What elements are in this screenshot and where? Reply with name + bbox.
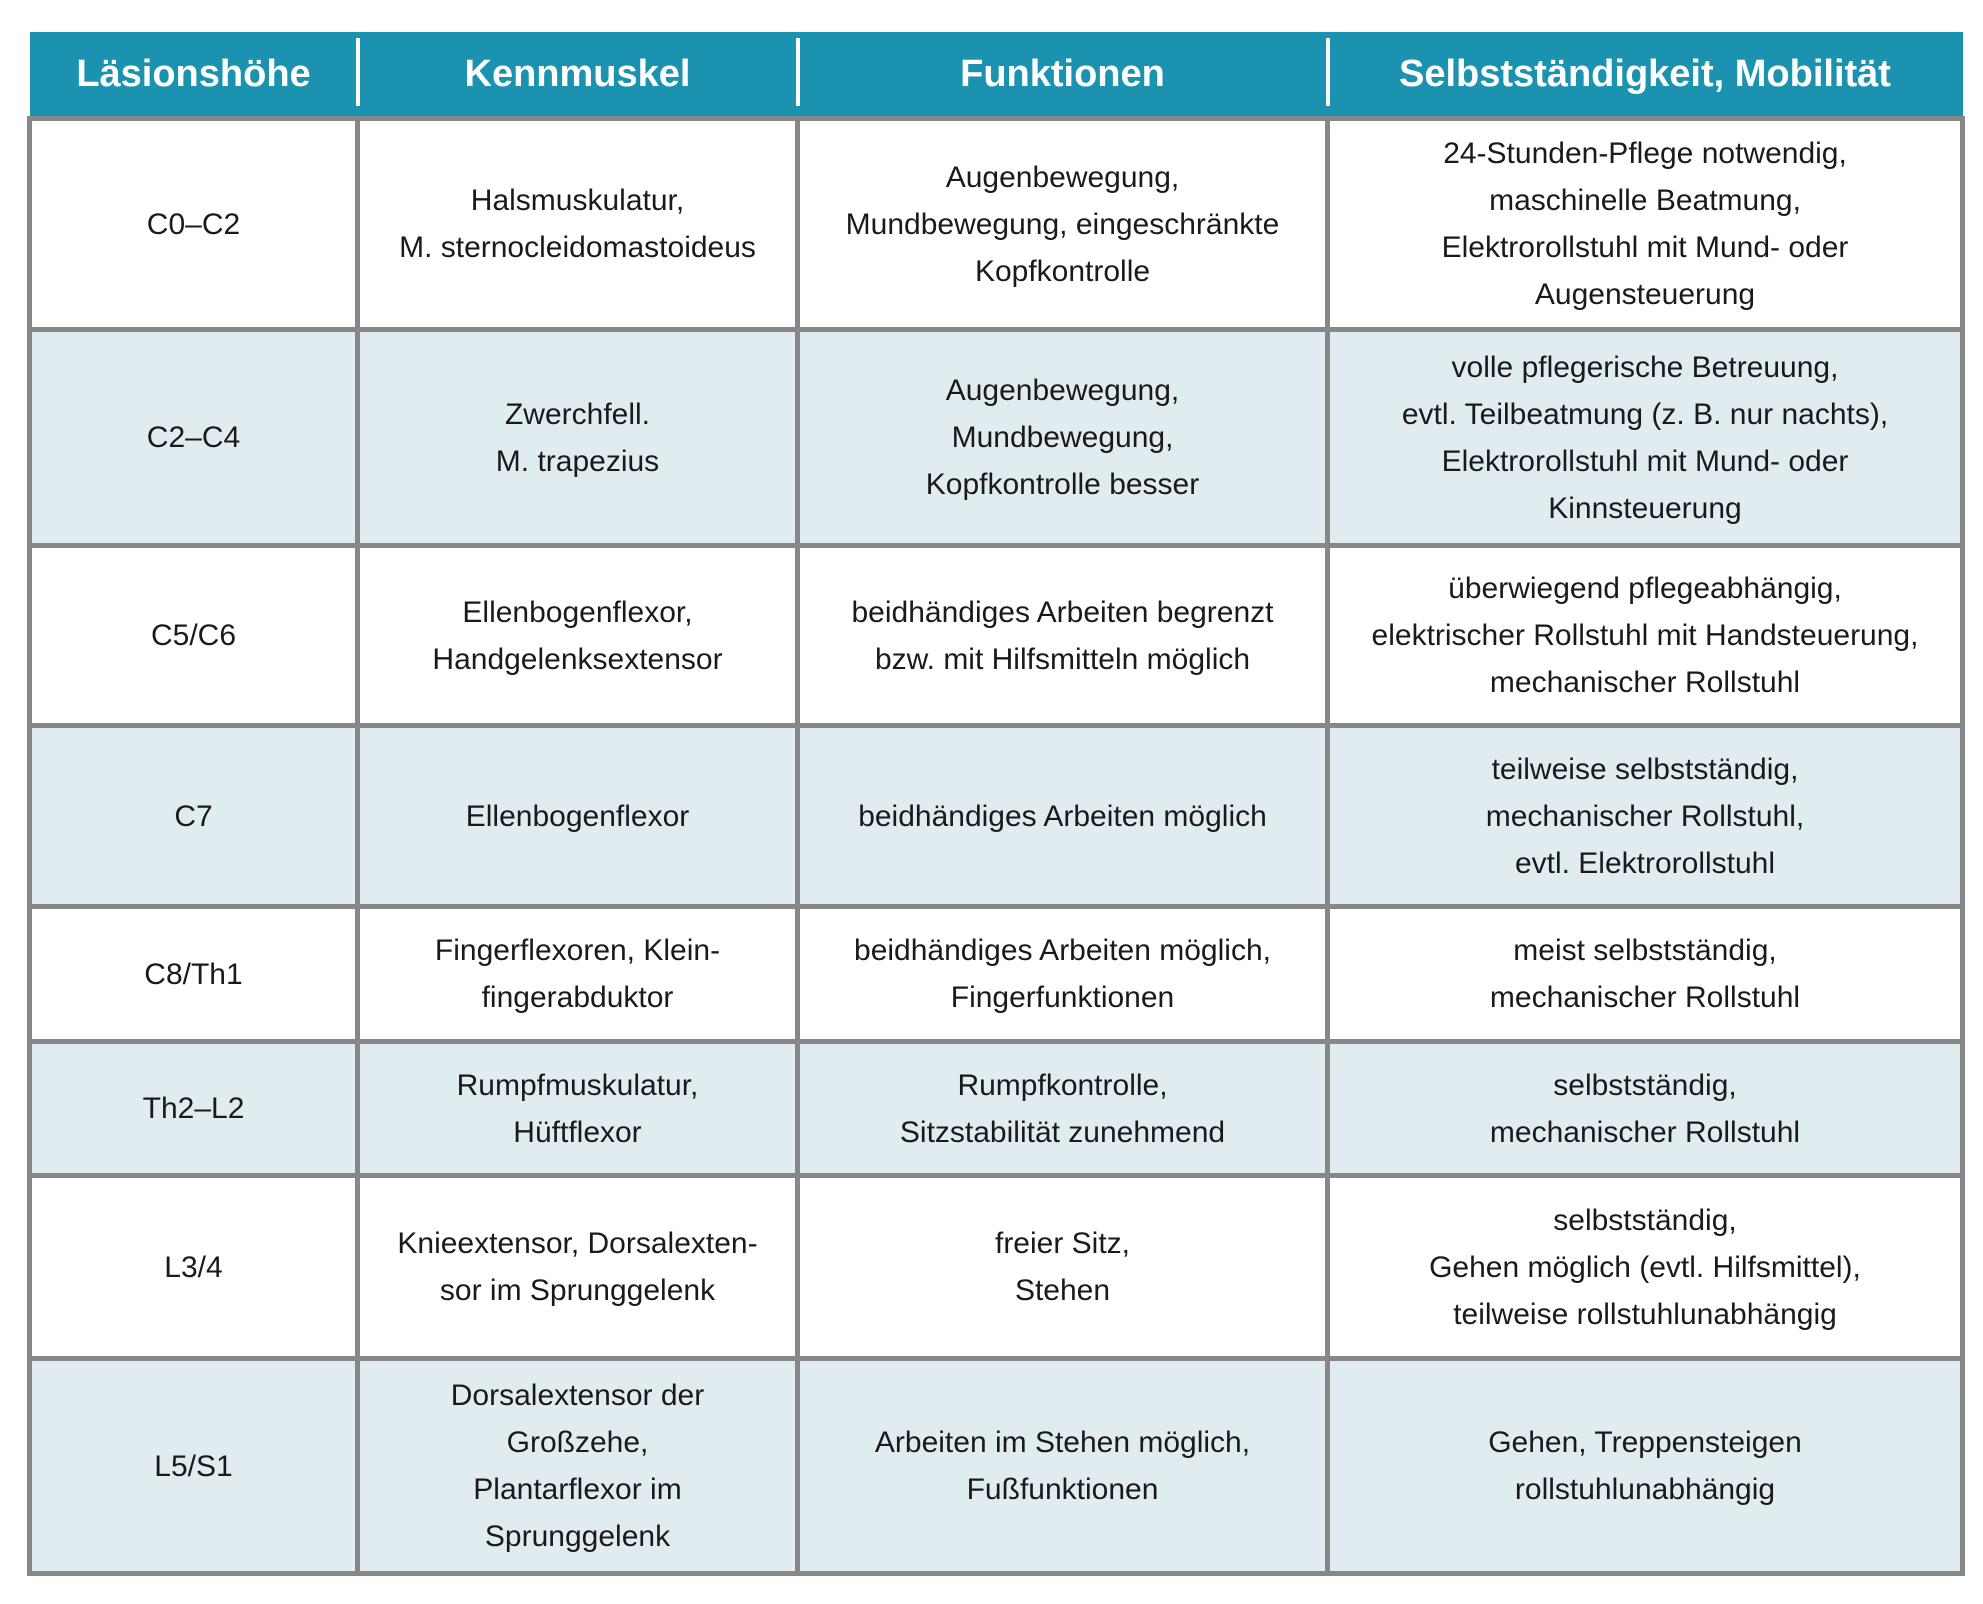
header-lesion-level: Läsionshöhe xyxy=(30,32,358,119)
cell-text-line: C5/C6 xyxy=(150,619,237,652)
cell-key-muscle xyxy=(358,1176,798,1359)
cell-text-line: Mundbewegung, eingeschränkte xyxy=(845,207,1280,241)
cell-lesion-level xyxy=(30,330,358,546)
cell-text-line: M. sternocleidomastoideus xyxy=(399,231,756,264)
cell-mobility xyxy=(1328,119,1963,330)
cell-text-line: M. trapezius xyxy=(495,444,660,478)
cell-mobility xyxy=(1328,546,1963,726)
table-row xyxy=(30,1042,1963,1176)
cell-functions xyxy=(798,1042,1328,1176)
cell-text-line: beidhändiges Arbeiten möglich, xyxy=(854,934,1271,967)
cell-text-line: Gehen möglich (evtl. Hilfsmittel), xyxy=(1429,1250,1861,1284)
cell-text-line: Handgelenksextensor xyxy=(432,642,723,676)
cell-text-line: Mundbewegung, xyxy=(951,421,1174,454)
cell-mobility xyxy=(1328,1176,1963,1359)
cell-lesion-level xyxy=(30,1359,358,1574)
cell-functions xyxy=(798,119,1328,330)
cell-text-line: teilweise rollstuhlunabhängig xyxy=(1453,1297,1837,1331)
cell-text-line: mechanischer Rollstuhl xyxy=(1489,666,1801,699)
cell-text-line: Stehen xyxy=(1014,1274,1111,1307)
cell-text-line: Halsmuskulatur, xyxy=(470,184,685,217)
cell-text-line: bzw. mit Hilfsmitteln möglich xyxy=(874,642,1251,676)
cell-key-muscle xyxy=(358,119,798,330)
cell-text-line: Ellenbogenflexor xyxy=(465,799,690,833)
header-key-muscle: Kennmuskel xyxy=(358,32,798,119)
cell-lesion-level xyxy=(30,546,358,726)
table-row xyxy=(30,119,1963,330)
cell-lesion-level xyxy=(30,907,358,1042)
cell-text-line: selbstständig, xyxy=(1553,1203,1737,1237)
cell-text-line: evtl. Elektrorollstuhl xyxy=(1514,846,1776,880)
cell-text-line: teilweise selbstständig, xyxy=(1491,752,1799,786)
cell-text-line: elektrischer Rollstuhl mit Handsteuerung, xyxy=(1371,619,1919,652)
cell-text-line: Elektrorollstuhl mit Mund- oder xyxy=(1441,444,1849,478)
cell-lesion-level xyxy=(30,1176,358,1359)
cell-text-line: Augensteuerung xyxy=(1534,278,1756,311)
cell-text-line: mechanischer Rollstuhl, xyxy=(1485,799,1805,833)
cell-text-line: Rumpfkontrolle, xyxy=(957,1068,1168,1102)
cell-functions xyxy=(798,1359,1328,1574)
cell-text-line: C8/Th1 xyxy=(144,957,243,991)
cell-text-line: Augenbewegung, xyxy=(945,160,1180,194)
table-row xyxy=(30,546,1963,726)
cell-key-muscle xyxy=(358,546,798,726)
cell-text-line: Ellenbogenflexor, xyxy=(462,595,693,629)
cell-lesion-level xyxy=(30,1042,358,1176)
cell-mobility xyxy=(1328,1359,1963,1574)
cell-text-line: Dorsalextensor der xyxy=(450,1379,705,1412)
cell-functions xyxy=(798,546,1328,726)
cell-text-line: Sitzstabilität zunehmend xyxy=(899,1115,1226,1149)
cell-text-line: Arbeiten im Stehen möglich, xyxy=(874,1426,1251,1459)
table-row xyxy=(30,330,1963,546)
cell-text-line: Th2–L2 xyxy=(142,1092,245,1125)
header-functions: Funktionen xyxy=(798,32,1328,119)
cell-key-muscle xyxy=(358,726,798,907)
cell-text-line: L5/S1 xyxy=(154,1449,233,1483)
table-row xyxy=(30,726,1963,907)
cell-text-line: Kopfkontrolle xyxy=(974,254,1151,288)
cell-mobility xyxy=(1328,726,1963,907)
cell-lesion-level xyxy=(30,726,358,907)
cell-key-muscle xyxy=(358,1359,798,1574)
cell-text-line: Knieextensor, Dorsalexten- xyxy=(397,1227,758,1260)
cell-text-line: beidhändiges Arbeiten begrenzt xyxy=(851,595,1274,629)
cell-text-line: Elektrorollstuhl mit Mund- oder xyxy=(1441,231,1849,264)
cell-text-line: Augenbewegung, xyxy=(945,374,1180,407)
cell-text-line: L3/4 xyxy=(164,1250,223,1284)
cell-text-line: Fußfunktionen xyxy=(966,1473,1159,1506)
cell-mobility xyxy=(1328,907,1963,1042)
cell-text-line: Kinnsteuerung xyxy=(1548,491,1742,525)
cell-functions xyxy=(798,1176,1328,1359)
header-independence-mobility: Selbstständigkeit, Mobilität xyxy=(1328,32,1963,119)
cell-functions xyxy=(798,907,1328,1042)
cell-text-line: Gehen, Treppensteigen xyxy=(1488,1426,1802,1459)
cell-functions xyxy=(798,330,1328,546)
cell-text-line: C7 xyxy=(174,799,213,833)
cell-key-muscle xyxy=(358,1042,798,1176)
table-row xyxy=(30,907,1963,1042)
cell-mobility xyxy=(1328,330,1963,546)
cell-text-line: Fingerfunktionen xyxy=(950,981,1175,1014)
cell-text-line: Hüftflexor xyxy=(513,1115,642,1149)
cell-text-line: maschinelle Beatmung, xyxy=(1489,184,1801,217)
cell-text-line: freier Sitz, xyxy=(994,1227,1131,1260)
cell-text-line: C2–C4 xyxy=(146,421,241,454)
cell-key-muscle xyxy=(358,907,798,1042)
cell-text-line: Plantarflexor im xyxy=(473,1473,682,1506)
cell-lesion-level xyxy=(30,119,358,330)
cell-text-line: volle pflegerische Betreuung, xyxy=(1451,350,1839,384)
cell-text-line: meist selbstständig, xyxy=(1513,934,1777,967)
cell-text-line: selbstständig, xyxy=(1553,1068,1737,1102)
cell-text-line: fingerabduktor xyxy=(481,981,674,1014)
cell-text-line: 24-Stunden-Pflege notwendig, xyxy=(1443,137,1847,170)
table-row xyxy=(30,1359,1963,1574)
cell-text-line: überwiegend pflegeabhängig, xyxy=(1448,572,1842,605)
table-header-row xyxy=(30,32,1963,119)
cell-key-muscle xyxy=(358,330,798,546)
cell-text-line: C0–C2 xyxy=(146,207,241,241)
cell-text-line: evtl. Teilbeatmung (z. B. nur nachts), xyxy=(1401,397,1889,431)
cell-text-line: beidhändiges Arbeiten möglich xyxy=(858,799,1267,833)
cell-text-line: Sprunggelenk xyxy=(484,1520,671,1553)
cell-functions xyxy=(798,726,1328,907)
cell-text-line: sor im Sprunggelenk xyxy=(439,1274,716,1307)
lesion-level-table xyxy=(27,32,1965,1576)
cell-text-line: mechanischer Rollstuhl xyxy=(1489,981,1801,1014)
cell-text-line: Zwerchfell. xyxy=(504,397,651,431)
cell-text-line: Rumpfmuskulatur, xyxy=(456,1068,699,1102)
table-row xyxy=(30,1176,1963,1359)
cell-text-line: mechanischer Rollstuhl xyxy=(1489,1115,1801,1149)
cell-text-line: Kopfkontrolle besser xyxy=(925,468,1200,501)
cell-text-line: Fingerflexoren, Klein- xyxy=(434,934,721,967)
cell-mobility xyxy=(1328,1042,1963,1176)
cell-text-line: Großzehe, xyxy=(506,1426,649,1459)
cell-text-line: rollstuhlunabhängig xyxy=(1514,1473,1776,1506)
